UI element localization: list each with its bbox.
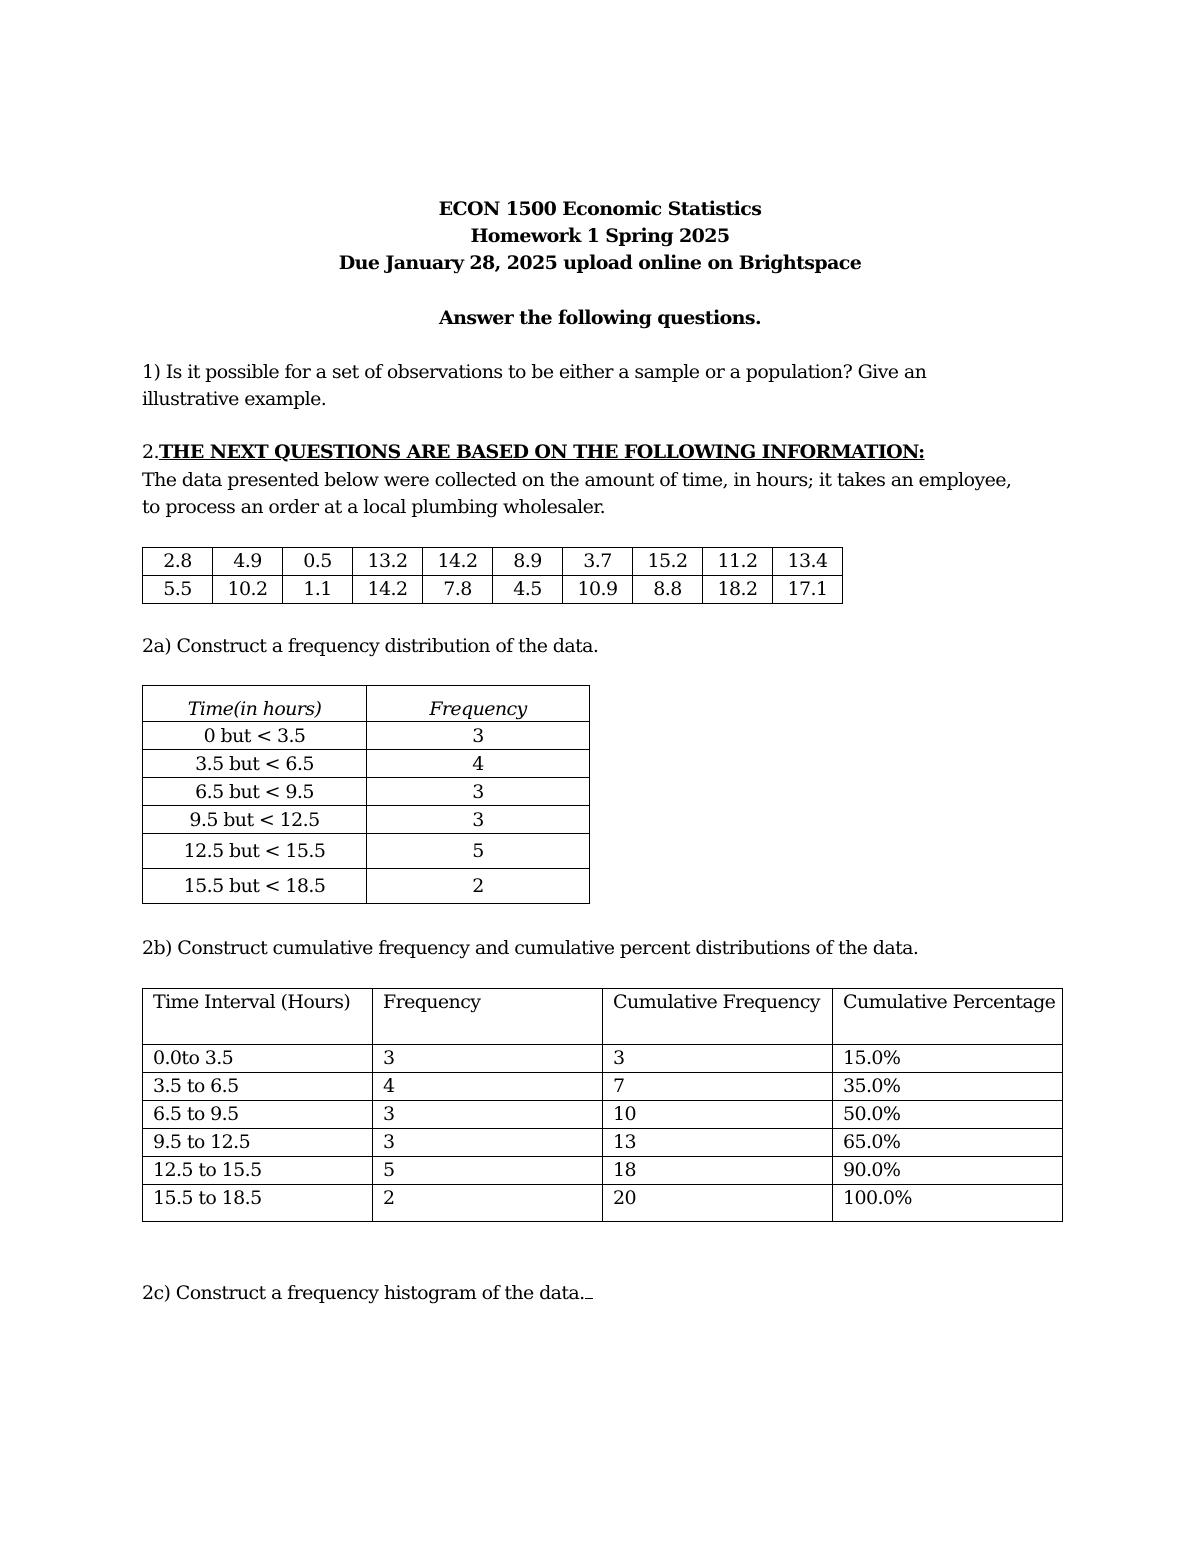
text-cursor-mark [585,1279,593,1299]
data-row-1 [143,548,843,576]
data-cell: 1.1 [283,576,353,604]
question-2-number: 2. [142,441,159,463]
interval-cell: 6.5 but < 9.5 [143,778,367,806]
cumulative-frequency-cell: 7 [603,1073,833,1101]
data-cell: 4.5 [493,576,563,604]
data-cell: 17.1 [773,576,843,604]
frequency-cell: 3 [367,722,590,750]
data-cell: 3.7 [563,548,633,576]
cumulative-frequency-cell: 10 [603,1101,833,1129]
interval-cell: 0.0to 3.5 [143,1045,373,1073]
course-title: ECON 1500 Economic Statistics [438,198,762,220]
data-cell: 13.2 [353,548,423,576]
table-row [143,1157,1063,1185]
frequency-cell: 5 [373,1157,603,1185]
table-row [143,778,590,806]
question-1-line-1: 1) Is it possible for a set of observations to be either a sample or a population? Give an [142,361,927,383]
frequency-cell: 3 [367,806,590,834]
cumulative-frequency-cell: 3 [603,1045,833,1073]
table-row [143,806,590,834]
table-row [143,1185,1063,1222]
frequency-distribution-table [142,685,590,904]
data-cell: 7.8 [423,576,493,604]
data-row-2 [143,576,843,604]
data-cell: 8.9 [493,548,563,576]
frequency-cell: 4 [367,750,590,778]
cumulative-frequency-cell: 18 [603,1157,833,1185]
cumulative-percentage-cell: 35.0% [833,1073,1063,1101]
table-row [143,869,590,904]
interval-cell: 15.5 but < 18.5 [143,869,367,904]
table-row [143,1101,1063,1129]
cumulative-percentage-cell: 50.0% [833,1101,1063,1129]
freq-header-frequency: Frequency [367,686,590,722]
frequency-cell: 2 [367,869,590,904]
cum-header-cumulative-frequency: Cumulative Frequency [603,989,833,1045]
question-2c-line [142,1279,593,1307]
cum-header-row [143,989,1063,1045]
cumulative-frequency-cell: 20 [603,1185,833,1222]
question-2b-prompt: 2b) Construct cumulative frequency and cumulative percent distributions of the data. [142,937,919,959]
question-2a-prompt: 2a) Construct a frequency distribution of the data. [142,635,599,657]
data-cell: 13.4 [773,548,843,576]
raw-data-table [142,547,843,604]
cumulative-frequency-cell: 13 [603,1129,833,1157]
interval-cell: 12.5 but < 15.5 [143,834,367,869]
data-cell: 0.5 [283,548,353,576]
table-row [143,1129,1063,1157]
question-2-desc-line-1: The data presented below were collected on the amount of time, in hours; it takes an employee, [142,469,1012,491]
table-row [143,1045,1063,1073]
data-cell: 4.9 [213,548,283,576]
data-cell: 2.8 [143,548,213,576]
instructions: Answer the following questions. [439,307,761,329]
data-cell: 8.8 [633,576,703,604]
frequency-cell: 4 [373,1073,603,1101]
frequency-cell: 2 [373,1185,603,1222]
interval-cell: 3.5 to 6.5 [143,1073,373,1101]
interval-cell: 9.5 but < 12.5 [143,806,367,834]
interval-cell: 0 but < 3.5 [143,722,367,750]
freq-header-time: Time(in hours) [143,686,367,722]
cumulative-distribution-table [142,988,1063,1222]
data-cell: 10.9 [563,576,633,604]
cum-header-frequency: Frequency [373,989,603,1045]
data-cell: 11.2 [703,548,773,576]
table-row [143,834,590,869]
interval-cell: 6.5 to 9.5 [143,1101,373,1129]
question-2-heading [142,439,925,466]
freq-header-row [143,686,590,722]
interval-cell: 3.5 but < 6.5 [143,750,367,778]
frequency-cell: 5 [367,834,590,869]
question-1-line-2: illustrative example. [142,388,327,410]
cumulative-percentage-cell: 15.0% [833,1045,1063,1073]
cum-header-interval: Time Interval (Hours) [143,989,373,1045]
data-cell: 14.2 [353,576,423,604]
data-cell: 18.2 [703,576,773,604]
cum-header-cumulative-percentage: Cumulative Percentage [833,989,1063,1045]
interval-cell: 9.5 to 12.5 [143,1129,373,1157]
cumulative-percentage-cell: 65.0% [833,1129,1063,1157]
due-date: Due January 28, 2025 upload online on Brightspace [338,252,862,274]
data-cell: 15.2 [633,548,703,576]
data-cell: 10.2 [213,576,283,604]
cumulative-percentage-cell: 90.0% [833,1157,1063,1185]
interval-cell: 15.5 to 18.5 [143,1185,373,1222]
data-cell: 5.5 [143,576,213,604]
interval-cell: 12.5 to 15.5 [143,1157,373,1185]
data-cell: 14.2 [423,548,493,576]
frequency-cell: 3 [373,1129,603,1157]
question-2-heading-text: THE NEXT QUESTIONS ARE BASED ON THE FOLLOWING INFORMATION: [158,441,925,463]
frequency-cell: 3 [373,1101,603,1129]
table-row [143,722,590,750]
question-2c-prompt: 2c) Construct a frequency histogram of the data. [142,1282,585,1304]
table-row [143,1073,1063,1101]
homework-title: Homework 1 Spring 2025 [470,225,730,247]
table-row [143,750,590,778]
question-2-desc-line-2: to process an order at a local plumbing wholesaler. [142,496,606,518]
cumulative-percentage-cell: 100.0% [833,1185,1063,1222]
frequency-cell: 3 [367,778,590,806]
frequency-cell: 3 [373,1045,603,1073]
